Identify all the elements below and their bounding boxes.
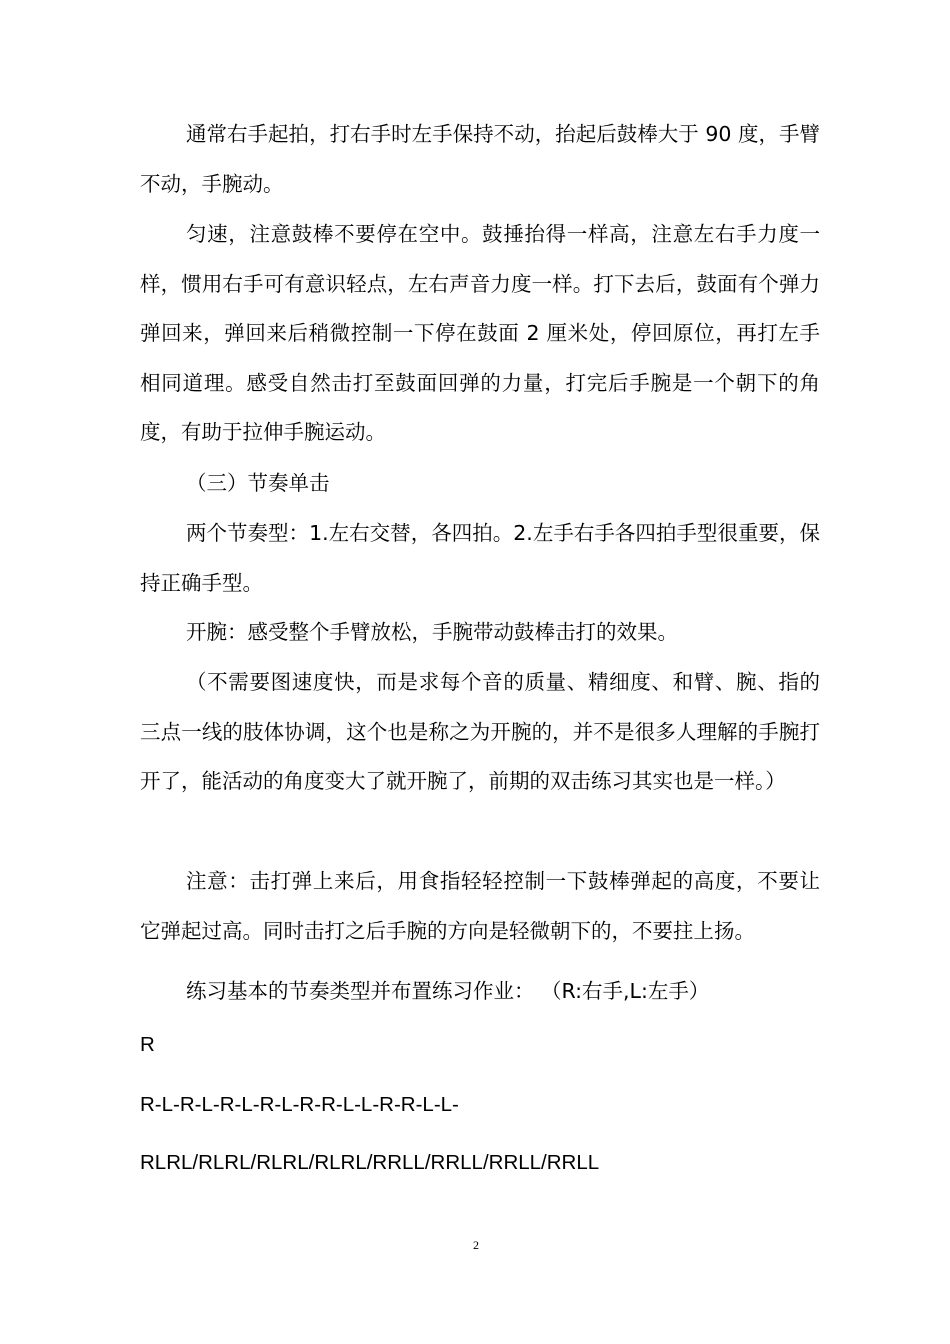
paragraph-attention: 注意：击打弹上来后，用食指轻轻控制一下鼓棒弹起的高度，不要让它弹起过高。同时击打之后手腕的方向是轻微朝下的，不要拄上扬。 xyxy=(140,869,820,943)
paragraph-two-rhythm-types: 两个节奏型：1.左右交替，各四拍。2.左手右手各四拍手型很重要，保持正确手型。 xyxy=(140,521,820,595)
paragraph-practice-assignment: 练习基本的节奏类型并布置练习作业： （R:右手,L:左手） xyxy=(186,979,710,1003)
paragraph-open-wrist: 开腕：感受整个手臂放松，手腕带动鼓棒击打的效果。 xyxy=(186,620,678,644)
pattern-line-1: R xyxy=(140,1033,155,1056)
pattern-line-2: R-L-R-L-R-L-R-L-R-R-L-L-R-R-L-L- xyxy=(140,1093,459,1116)
paragraph-even-speed: 匀速，注意鼓棒不要停在空中。鼓捶抬得一样高，注意左右手力度一样，惯用右手可有意识轻点，左右声音力度一样。打下去后，鼓面有个弹力弹回来，弹回来后稍微控制一下停在鼓面 2 厘米处，停回原位，再打左手相同道理。感受自然击打至鼓面回弹的力量，打完后手腕是一个朝下的角度，有助于拉伸手腕运动。 xyxy=(140,222,820,444)
page-number: 2 xyxy=(473,1238,479,1252)
section-heading-rhythm-single: （三）节奏单击 xyxy=(186,471,330,495)
paragraph-open-wrist-note: （不需要图速度快，而是求每个音的质量、精细度、和臂、腕、指的三点一线的肢体协调，这个也是称之为开腕的，并不是很多人理解的手腕打开了，能活动的角度变大了就开腕了，前期的双击练习其实也是一样。） xyxy=(140,670,820,793)
pattern-line-3: RLRL/RLRL/RLRL/RLRL/RRLL/RRLL/RRLL/RRLL xyxy=(140,1151,600,1174)
paragraph-stroke-basics: 通常右手起拍，打右手时左手保持不动，抬起后鼓棒大于 90 度，手臂不动，手腕动。 xyxy=(140,122,820,196)
